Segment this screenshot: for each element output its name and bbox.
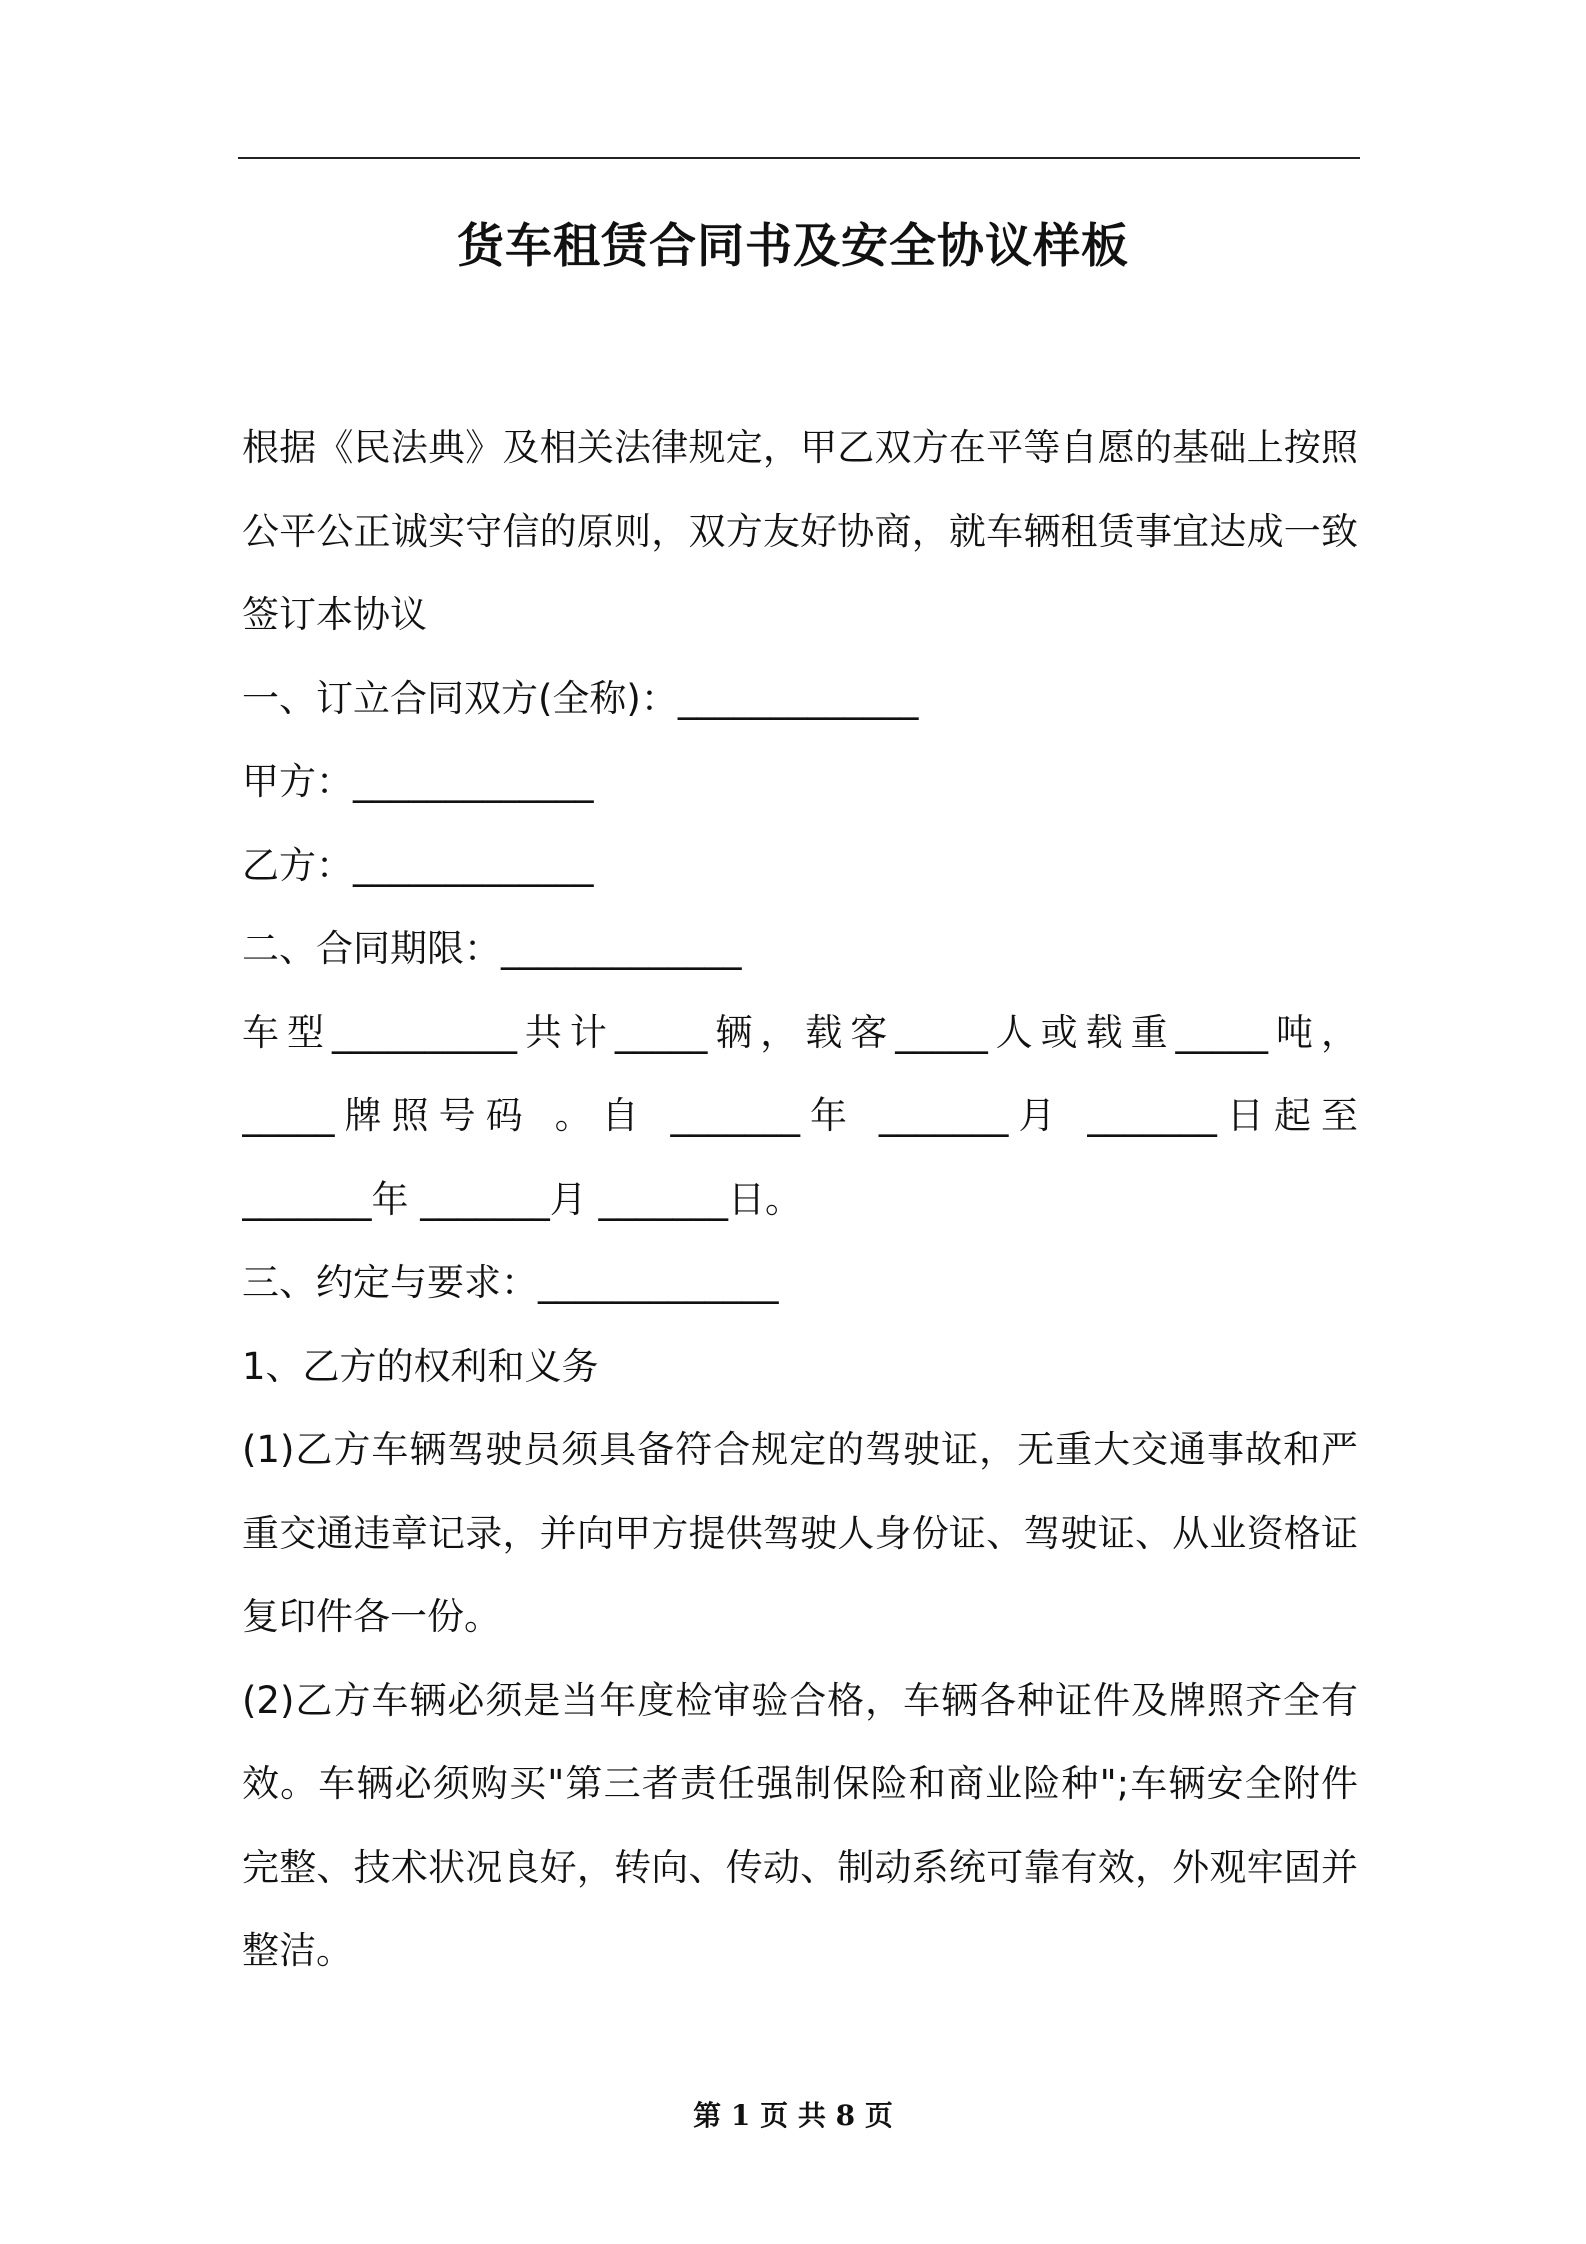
vehicle-line-2: _____牌照号码 。自 _______年 _______月 _______日起至 (242, 1094, 1358, 1137)
header-rule (238, 157, 1360, 159)
clause-1-line-3: 复印件各一份。 (242, 1595, 501, 1638)
subsection-party-b-rights: 1、乙方的权利和义务 (242, 1344, 599, 1388)
intro-line-3: 签订本协议 (242, 593, 427, 636)
clause-2-line-4: 整洁。 (242, 1929, 353, 1972)
clause-2-line-2: 效。车辆必须购买"第三者责任强制保险和商业险种";车辆安全附件 (242, 1762, 1358, 1805)
section-term-heading: 二、合同期限：_____________ (242, 927, 742, 970)
clause-2-line-1: (2)乙方车辆必须是当年度检审验合格，车辆各种证件及牌照齐全有 (242, 1678, 1358, 1722)
vehicle-line-1: 车型__________共计_____辆，载客_____人或载重_____吨， (242, 1010, 1358, 1054)
intro-line-1: 根据《民法典》及相关法律规定，甲乙双方在平等自愿的基础上按照 (242, 426, 1358, 469)
intro-line-2: 公平公正诚实守信的原则，双方友好协商，就车辆租赁事宜达成一致 (242, 509, 1358, 553)
party-b-field: 乙方：_____________ (242, 843, 594, 887)
clause-1-line-2: 重交通违章记录，并向甲方提供驾驶人身份证、驾驶证、从业资格证 (242, 1511, 1358, 1555)
vehicle-line-3: _______年 _______月 _______日。 (242, 1177, 803, 1221)
clause-1-line-1: (1)乙方车辆驾驶员须具备符合规定的驾驶证，无重大交通事故和严 (242, 1428, 1358, 1471)
section-requirements-heading: 三、约定与要求：_____________ (242, 1261, 779, 1304)
party-a-field: 甲方：_____________ (242, 760, 594, 803)
document-body (242, 406, 1358, 1993)
document-title: 货车租赁合同书及安全协议样板 (457, 219, 1129, 274)
page-number: 第 1 页 共 8 页 (693, 2099, 893, 2132)
section-parties-heading: 一、订立合同双方(全称)：_____________ (242, 676, 919, 720)
clause-2-line-3: 完整、技术状况良好，转向、传动、制动系统可靠有效，外观牢固并 (242, 1845, 1358, 1889)
